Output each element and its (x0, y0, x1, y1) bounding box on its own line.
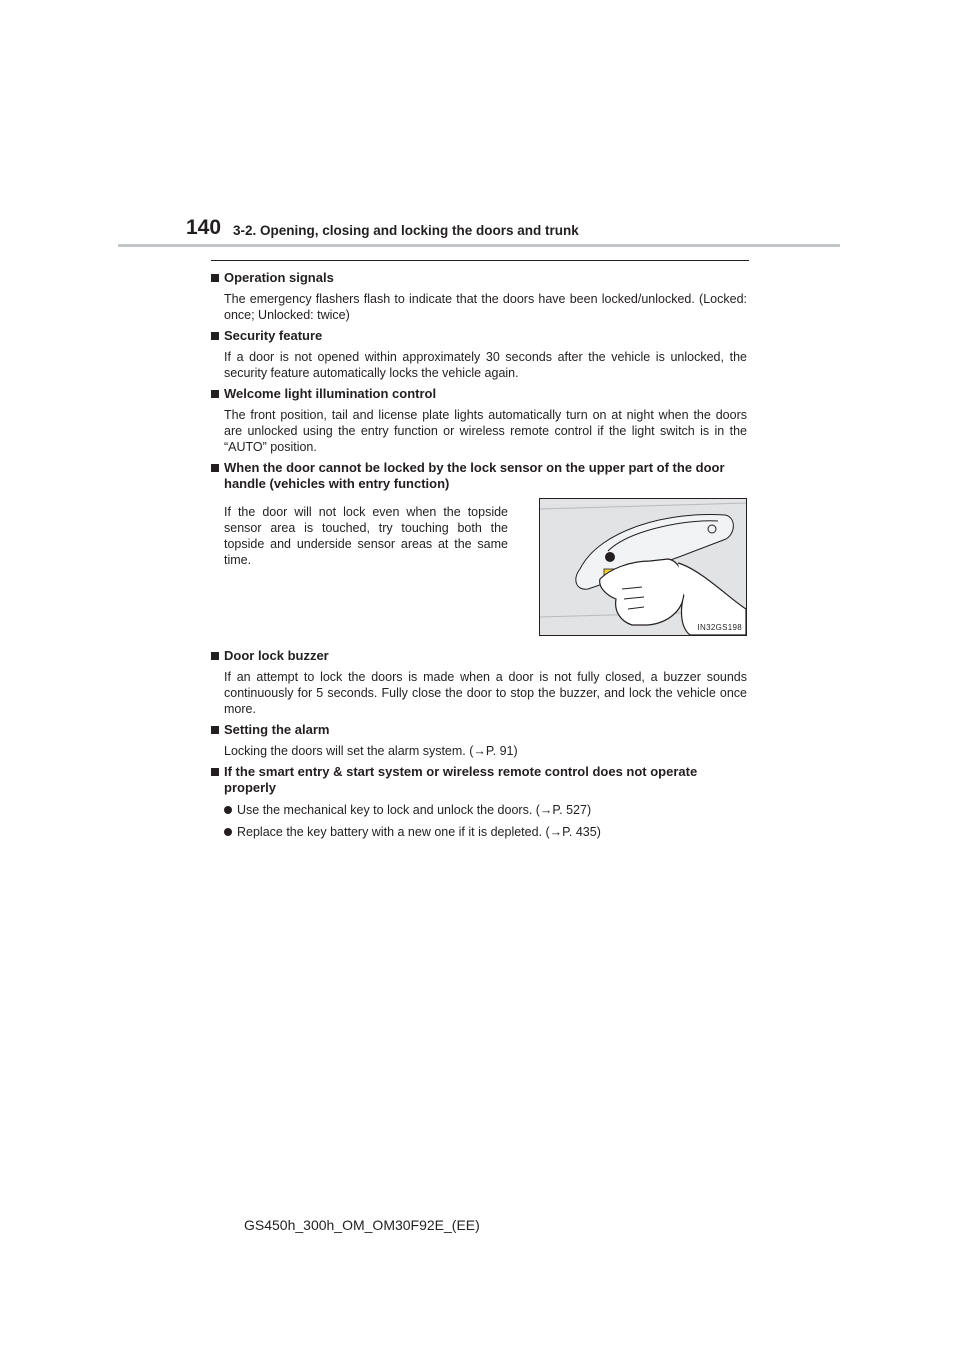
section-title: 3-2. Opening, closing and locking the doors and trunk (233, 223, 579, 238)
security-feature-heading (211, 328, 747, 344)
square-bullet-icon (211, 464, 219, 472)
door-lock-sensor-block (211, 460, 747, 636)
smart-entry-bullet-2 (211, 824, 747, 840)
door-lock-buzzer-text: If an attempt to lock the doors is made when a door is not fully closed, a buzzer sounds continuously for 5 seconds. Fully close the door to stop the buzzer, and lock the vehicle once more. (224, 670, 747, 716)
door-lock-sensor-text: If the door will not lock even when the topside sensor area is touched, try touching both the topside and underside sensor areas at the same time. (224, 505, 508, 567)
smart-entry-heading (211, 764, 747, 796)
door-handle-hand-icon (540, 499, 746, 635)
bullet-text: Use the mechanical key to lock and unlock the doors. (→P. 527) (237, 803, 592, 817)
smart-entry-block (211, 764, 747, 840)
square-bullet-icon (211, 390, 219, 398)
operation-signals-heading (211, 270, 747, 286)
bullet-text: Replace the key battery with a new one if it is depleted. (→P. 435) (237, 825, 601, 839)
setting-alarm-text: Locking the doors will set the alarm system. (→P. 91) (224, 744, 518, 758)
page-number: 140 (186, 216, 222, 239)
setting-alarm-block (211, 722, 747, 759)
door-lock-buzzer-block (211, 648, 747, 717)
content-rule (211, 260, 749, 261)
heading-text: Security feature (224, 328, 323, 343)
heading-text: Setting the alarm (224, 722, 330, 737)
heading-text: Door lock buzzer (224, 648, 329, 663)
smart-entry-bullet-1 (211, 802, 747, 818)
square-bullet-icon (211, 768, 219, 776)
content-area (211, 270, 747, 845)
footer-model-code: GS450h_300h_OM_OM30F92E_(EE) (244, 1217, 480, 1233)
welcome-light-text: The front position, tail and license plate lights automatically turn on at night when the doors are unlocked using the entry function or wireless remote control if the light switch is in the “AUTO” position. (224, 408, 747, 454)
square-bullet-icon (211, 332, 219, 340)
square-bullet-icon (211, 652, 219, 660)
round-bullet-icon (224, 806, 232, 814)
figure-code: IN32GS198 (697, 623, 742, 632)
heading-text: Welcome light illumination control (224, 386, 437, 401)
door-handle-illustration (539, 498, 747, 636)
header-rule (118, 244, 840, 247)
round-bullet-icon (224, 828, 232, 836)
security-feature-block (211, 328, 747, 381)
door-lock-buzzer-heading (211, 648, 747, 664)
door-lock-sensor-heading (211, 460, 747, 492)
square-bullet-icon (211, 726, 219, 734)
heading-text: If the smart entry & start system or wireless remote control does not operate properly (224, 764, 698, 795)
welcome-light-block (211, 386, 747, 455)
figure-row (211, 498, 747, 636)
heading-text: Operation signals (224, 270, 334, 285)
setting-alarm-heading (211, 722, 747, 738)
welcome-light-heading (211, 386, 747, 402)
heading-text: When the door cannot be locked by the lock sensor on the upper part of the door handle (vehicles with entry function) (224, 460, 725, 491)
operation-signals-block (211, 270, 747, 323)
security-feature-text: If a door is not opened within approximately 30 seconds after the vehicle is unlocked, the security feature automatically locks the vehicle again. (224, 350, 747, 380)
operation-signals-text: The emergency flashers flash to indicate that the doors have been locked/unlocked. (Locked: once; Unlocked: twice) (224, 292, 747, 322)
square-bullet-icon (211, 274, 219, 282)
